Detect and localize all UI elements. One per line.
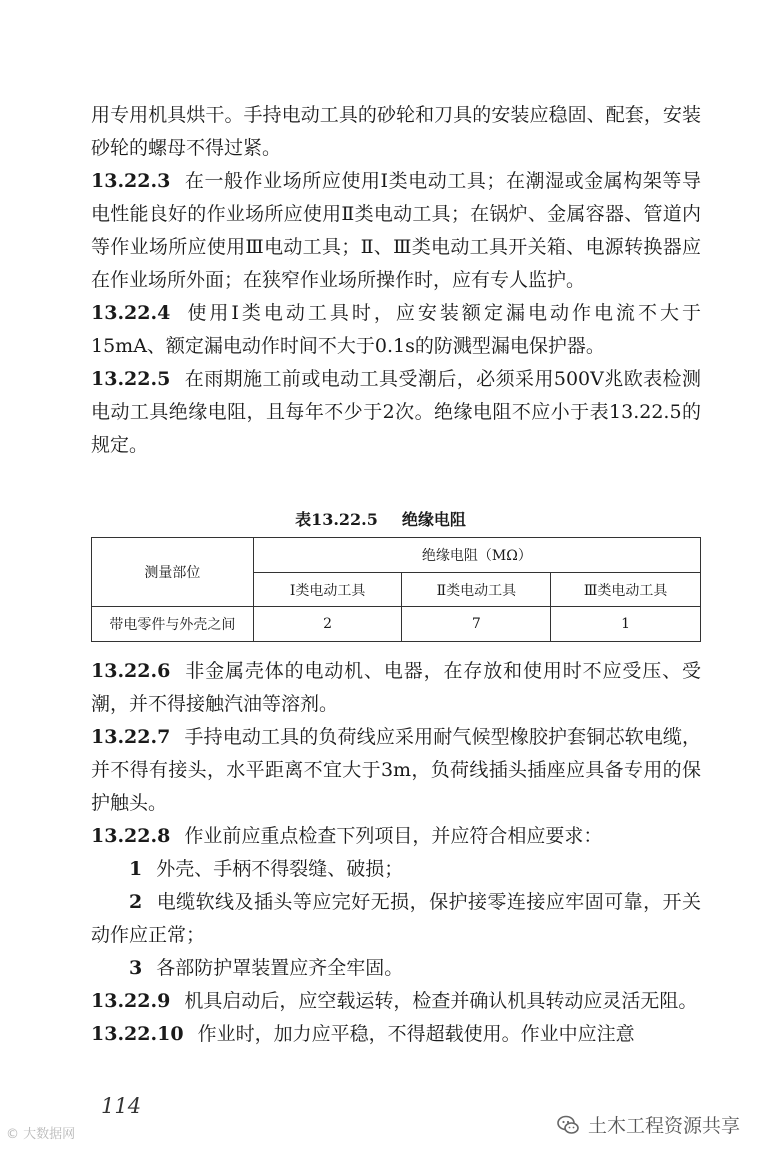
list-item [91,853,701,886]
table-header-insulation-resistance: 绝缘电阻（MΩ） [253,538,700,573]
watermark-right-text: 土木工程资源共享 [588,1115,741,1137]
table-row [92,607,701,642]
clause-number: 13.22.5 [91,368,171,390]
list-item-text: 各部防护罩装置应齐全牢固。 [156,957,404,979]
paragraph-text: 用专用机具烘干。手持电动工具的砂轮和刀具的安装应稳固、配套，安装砂轮的螺母不得过紧。 [91,104,701,159]
clause-number: 13.22.10 [91,1023,184,1045]
watermark-left [6,1123,75,1142]
table-header-class-1: Ⅰ类电动工具 [253,573,402,607]
table-header-class-2: Ⅱ类电动工具 [402,573,551,607]
list-item-text: 外壳、手柄不得裂缝、破损； [156,858,404,880]
clause-text: 机具启动后，应空载运转，检查并确认机具转动应灵活无阻。 [184,990,698,1012]
table-cell-class-2-value: 7 [402,607,551,642]
page-number: 114 [101,1094,142,1118]
table-caption-number: 表13.22.5 [295,510,378,529]
clause-13-22-10 [91,1018,701,1051]
table-header-measure-position: 测量部位 [92,538,254,607]
clause-13-22-8 [91,820,701,853]
table-cell-class-1-value: 2 [253,607,402,642]
list-item [91,886,701,952]
clause-number: 13.22.4 [91,302,171,324]
clause-13-22-6 [91,655,701,721]
clause-number: 13.22.6 [91,660,171,682]
list-item [91,952,701,985]
paragraph-continuation [91,99,701,165]
body-text-lower [91,655,701,1051]
body-text-upper [91,99,701,462]
list-item-number: 3 [129,957,143,979]
clause-text: 在一般作业场所应使用Ⅰ类电动工具；在潮湿或金属构架等导电性能良好的作业场所应使用Ⅱ类电动工具；在锅炉、金属容器、管道内等作业场所应使用Ⅲ电动工具；Ⅱ、Ⅲ类电动工具开关箱、电源转换器应在作业场所外面；在狭窄作业场所操作时，应有专人监护。 [91,170,701,291]
clause-13-22-3 [91,165,701,297]
table-cell-row-label: 带电零件与外壳之间 [92,607,254,642]
clause-text: 作业时，加力应平稳，不得超载使用。作业中应注意 [197,1023,635,1045]
clause-13-22-5 [91,363,701,462]
watermark-left-text: 大数据网 [23,1127,76,1142]
clause-13-22-4 [91,297,701,363]
clause-number: 13.22.8 [91,825,171,847]
clause-text: 使用Ⅰ类电动工具时，应安装额定漏电动作电流不大于15mA、额定漏电动作时间不大于0.1s的防溅型漏电保护器。 [91,302,701,357]
clause-number: 13.22.3 [91,170,171,192]
list-item-number: 2 [129,891,143,913]
table-caption [0,507,761,530]
clause-text: 手持电动工具的负荷线应采用耐气候型橡胶护套铜芯软电缆，并不得有接头，水平距离不宜大于3m，负荷线插头插座应具备专用的保护触头。 [91,726,701,814]
table-header-class-3: Ⅲ类电动工具 [551,573,701,607]
clause-text: 作业前应重点检查下列项目，并应符合相应要求： [184,825,603,847]
clause-number: 13.22.7 [91,726,171,748]
table-cell-class-3-value: 1 [551,607,701,642]
clause-number: 13.22.9 [91,990,171,1012]
list-item-number: 1 [129,858,143,880]
list-item-text: 电缆软线及插头等应完好无损，保护接零连接应牢固可靠，开关动作应正常； [91,891,701,946]
watermark-right [556,1111,740,1138]
clause-13-22-7 [91,721,701,820]
watermark-logo-icon: © [6,1127,19,1142]
clause-13-22-9 [91,985,701,1018]
wechat-icon [556,1113,580,1137]
insulation-resistance-table [91,537,701,642]
clause-text: 在雨期施工前或电动工具受潮后，必须采用500V兆欧表检测电动工具绝缘电阻，且每年不少于2次。绝缘电阻不应小于表13.22.5的规定。 [91,368,701,456]
clause-text: 非金属壳体的电动机、电器，在存放和使用时不应受压、受潮，并不得接触汽油等溶剂。 [91,660,701,715]
table-caption-title: 绝缘电阻 [401,510,466,529]
